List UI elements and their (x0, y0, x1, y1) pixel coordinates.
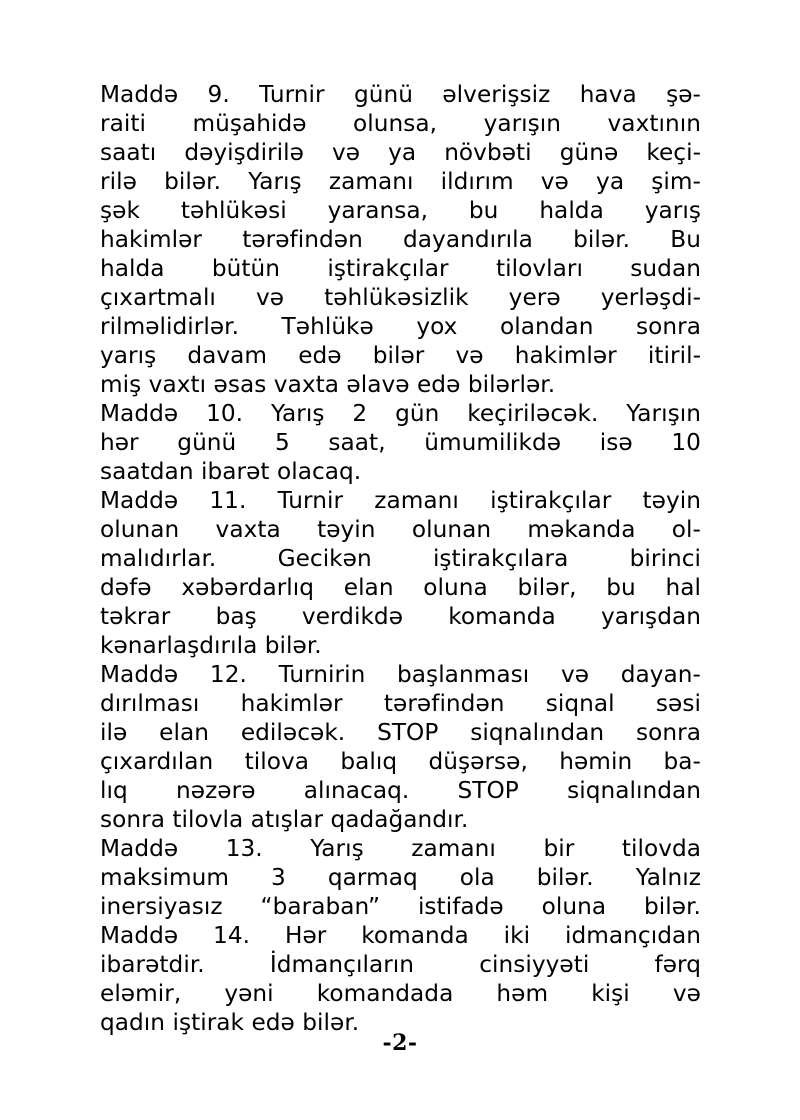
text-word: iki (503, 922, 531, 949)
text-word: elan (343, 574, 394, 601)
text-line (100, 428, 701, 457)
text-word: rilməlidirlər. (100, 313, 240, 340)
text-line (100, 312, 701, 341)
text-word: 10. (206, 400, 244, 427)
text-word: Maddə (100, 81, 179, 108)
text-word: cinsiyyəti (479, 951, 590, 978)
text-word: günü (177, 429, 237, 456)
document-body-text (100, 80, 701, 1037)
text-word: olunan (411, 516, 492, 543)
text-word: və (540, 168, 569, 195)
text-word: bu (468, 197, 499, 224)
text-word: və (560, 661, 590, 688)
text-word: oluna (423, 574, 488, 601)
text-word: zamanı (328, 168, 414, 195)
text-word: Hər (284, 922, 327, 949)
text-word: vaxta (215, 516, 281, 543)
text-word: Turnirin (278, 661, 366, 688)
text-word: keçiriləcək. (467, 400, 599, 427)
text-word: dəyişdirilə (184, 139, 304, 166)
text-word: çıxardılan (100, 748, 214, 775)
text-line (100, 80, 701, 109)
text-line (100, 573, 701, 602)
text-word: yarışın (483, 110, 562, 137)
text-word: baş (215, 603, 257, 630)
text-word: Yarış (270, 400, 325, 427)
text-word: başlanması (397, 661, 530, 688)
text-word: saatı (100, 139, 157, 166)
text-word: bir (543, 835, 575, 862)
text-word: lıq (100, 777, 128, 804)
text-line (100, 283, 701, 312)
text-word: komandada (316, 980, 454, 1007)
text-word: maksimum (100, 864, 230, 891)
text-line (100, 834, 701, 863)
text-line (100, 950, 701, 979)
text-word: və (331, 139, 361, 166)
text-word: Yalnız (635, 864, 701, 891)
text-word: sudan (630, 255, 701, 282)
text-line (100, 979, 701, 1008)
text-word: iştirakçılar (327, 255, 449, 282)
text-word: oluna (541, 893, 607, 920)
text-word: ümumilikdə (424, 429, 562, 456)
text-word: dırılması (100, 690, 200, 717)
text-word: ya (596, 168, 625, 195)
text-word: ba- (663, 748, 701, 775)
text-word: halda (100, 255, 165, 282)
text-word: şə- (666, 81, 701, 108)
text-word: müşahidə (192, 110, 307, 137)
text-line (100, 660, 701, 689)
text-word: tərəfindən (383, 690, 505, 717)
text-word: İdmançıların (269, 951, 415, 978)
text-word: olandan (499, 313, 594, 340)
text-word: siqnalından (470, 719, 605, 746)
text-line (100, 718, 701, 747)
text-word: bütün (211, 255, 281, 282)
text-word: komanda (448, 603, 556, 630)
text-line (100, 486, 701, 515)
text-word: balıq (340, 748, 398, 775)
text-word: Bu (670, 226, 701, 253)
text-word: qarmaq (327, 864, 418, 891)
text-word: hakimlər (100, 226, 203, 253)
text-word: malıdırlar. (100, 545, 217, 572)
text-word: ola (459, 864, 495, 891)
text-word: təyin (642, 487, 701, 514)
text-word: bilər. (573, 226, 631, 253)
text-word: kişi (591, 980, 630, 1007)
text-word: tilova (244, 748, 310, 775)
text-word: ibarətdir. (100, 951, 205, 978)
text-word: düşərsə, (428, 748, 528, 775)
text-word: sonra (636, 313, 701, 340)
text-word: 11. (209, 487, 247, 514)
text-word: 2 (352, 400, 368, 427)
text-word: təhlükəsizlik (324, 284, 469, 311)
text-word: alınacaq. (303, 777, 410, 804)
text-word: istifadə (417, 893, 504, 920)
text-word: ildırım (440, 168, 514, 195)
text-word: ol- (671, 516, 701, 543)
text-word: şək (100, 197, 140, 224)
text-word: halda (539, 197, 604, 224)
text-word: yarış (644, 197, 701, 224)
text-word: hər (100, 429, 139, 456)
text-word: rilə (100, 168, 137, 195)
text-word: Maddə (100, 661, 179, 688)
text-word: Turnir (259, 81, 325, 108)
text-word: siqnalından (567, 777, 701, 804)
text-line (100, 689, 701, 718)
text-word: ya (388, 139, 417, 166)
text-word: nəzərə (176, 777, 256, 804)
text-word: 14. (213, 922, 251, 949)
text-word: “baraban” (260, 893, 381, 920)
text-word: 9. (207, 81, 230, 108)
text-line: qadın iştirak edə bilər. (100, 1009, 360, 1036)
text-word: bilər. (536, 864, 594, 891)
text-word: Maddə (100, 487, 179, 514)
text-word: növbəti (444, 139, 532, 166)
text-word: məkanda (527, 516, 636, 543)
text-word: hal (665, 574, 701, 601)
text-line (100, 776, 701, 805)
text-word: günə (559, 139, 619, 166)
text-word: davam (187, 342, 268, 369)
text-word: olunsa, (353, 110, 438, 137)
text-word: Yarış (310, 835, 364, 862)
text-word: Maddə (100, 835, 179, 862)
text-line: saatdan ibarət olacaq. (100, 458, 362, 485)
text-word: çıxartmalı (100, 284, 216, 311)
text-line (100, 138, 701, 167)
text-word: təhlükəsi (180, 197, 287, 224)
text-word: komanda (361, 922, 469, 949)
text-word: təkrar (100, 603, 171, 630)
text-word: həm (496, 980, 549, 1007)
text-word: tilovları (495, 255, 583, 282)
text-word: yarışdan (600, 603, 701, 630)
text-line (100, 109, 701, 138)
text-word: həmin (559, 748, 633, 775)
text-word: Gecikən (277, 545, 372, 572)
text-word: yox (416, 313, 458, 340)
text-line (100, 544, 701, 573)
text-word: 13. (225, 835, 263, 862)
text-word: və (672, 980, 701, 1007)
text-word: Maddə (100, 400, 179, 427)
text-line (100, 254, 701, 283)
text-word: ediləcək. (240, 719, 346, 746)
text-word: zamanı (374, 487, 459, 514)
text-line: miş vaxtı əsas vaxta əlavə edə bilərlər. (100, 371, 556, 398)
text-word: bilər. (644, 893, 701, 920)
text-word: xəbərdarlıq (181, 574, 315, 601)
text-word: yerə (508, 284, 561, 311)
text-word: 3 (271, 864, 286, 891)
text-word: Turnir (277, 487, 344, 514)
text-line (100, 892, 701, 921)
text-word: iştirakçılar (490, 487, 612, 514)
text-word: dəfə (100, 574, 152, 601)
text-word: sonra (636, 719, 701, 746)
text-word: edə (298, 342, 342, 369)
text-word: STOP (377, 719, 439, 746)
text-line (100, 225, 701, 254)
text-line (100, 196, 701, 225)
text-word: hakimlər (240, 690, 343, 717)
text-word: verdikdə (301, 603, 404, 630)
text-line (100, 921, 701, 950)
text-word: STOP (457, 777, 519, 804)
text-word: yaransa, (327, 197, 429, 224)
text-word: Yarış (248, 168, 302, 195)
text-word: fərq (654, 951, 701, 978)
text-line (100, 399, 701, 428)
text-word: eləmir, (100, 980, 182, 1007)
text-line: sonra tilovla atışlar qadağandır. (100, 806, 469, 833)
text-word: bilər (372, 342, 425, 369)
text-word: 12. (209, 661, 247, 688)
text-word: birinci (629, 545, 701, 572)
text-word: isə (599, 429, 633, 456)
text-word: raiti (100, 110, 146, 137)
text-line (100, 602, 701, 631)
text-line (100, 515, 701, 544)
text-word: günü (353, 81, 413, 108)
text-word: zamanı (411, 835, 496, 862)
text-word: olunan (100, 516, 180, 543)
text-word: gün (395, 400, 440, 427)
text-word: və (455, 342, 484, 369)
text-line (100, 863, 701, 892)
text-word: dayandırıla (403, 226, 533, 253)
text-word: bilər, (517, 574, 577, 601)
text-word: bu (606, 574, 636, 601)
text-word: yəni (224, 980, 274, 1007)
text-word: əlverişsiz (442, 81, 551, 108)
text-word: iştirakçılara (432, 545, 569, 572)
text-word: tilovda (621, 835, 701, 862)
text-word: vaxtının (607, 110, 701, 137)
text-word: yarış (100, 342, 157, 369)
text-word: inersiyasız (100, 893, 223, 920)
text-word: siqnal (545, 690, 615, 717)
text-word: bilər. (164, 168, 222, 195)
text-word: səsi (655, 690, 701, 717)
text-word: elan (159, 719, 209, 746)
text-word: 10 (671, 429, 701, 456)
text-word: saat, (328, 429, 386, 456)
text-word: idmançıdan (565, 922, 701, 949)
text-word: hakimlər (514, 342, 617, 369)
text-word: təyin (317, 516, 376, 543)
text-word: dayan- (620, 661, 701, 688)
text-word: Təhlükə (281, 313, 374, 340)
text-word: və (255, 284, 285, 311)
text-line (100, 167, 701, 196)
text-word: yerləşdi- (600, 284, 701, 311)
text-line (100, 341, 701, 370)
text-word: şim- (651, 168, 701, 195)
text-line: kənarlaşdırıla bilər. (100, 632, 322, 659)
text-word: keçi- (646, 139, 701, 166)
text-word: 5 (274, 429, 290, 456)
text-word: Maddə (100, 922, 179, 949)
text-word: ilə (100, 719, 128, 746)
text-word: Yarışın (626, 400, 701, 427)
text-line (100, 747, 701, 776)
text-word: itiril- (647, 342, 701, 369)
page-number: -2- (382, 1030, 418, 1056)
text-word: hava (579, 81, 637, 108)
text-word: tərəfindən (242, 226, 363, 253)
